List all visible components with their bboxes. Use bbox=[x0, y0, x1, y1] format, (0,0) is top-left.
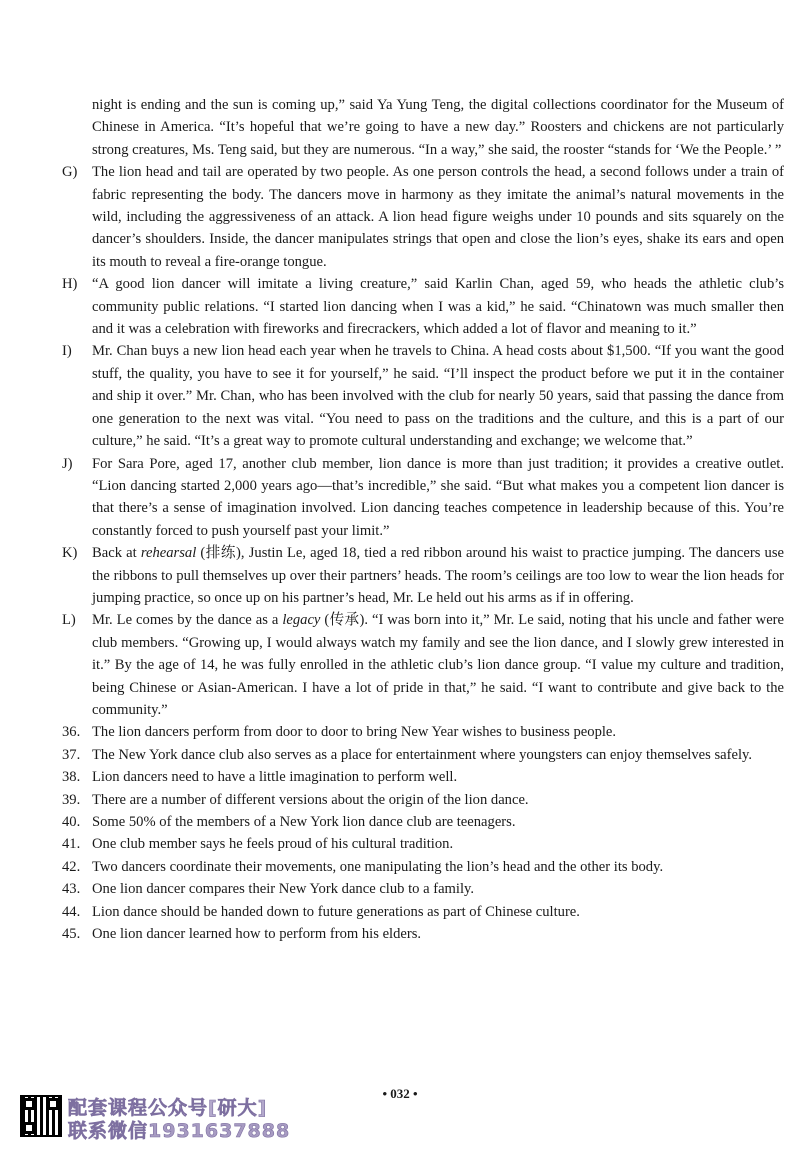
question-item bbox=[62, 789, 784, 811]
question-item bbox=[62, 923, 784, 945]
paragraph-g bbox=[62, 161, 784, 273]
paragraph-j bbox=[62, 453, 784, 543]
question-number: 45. bbox=[62, 926, 81, 943]
intro-paragraph bbox=[62, 94, 784, 161]
paragraph-label: G) bbox=[62, 164, 78, 181]
question-number: 38. bbox=[62, 769, 81, 786]
qr-code-icon bbox=[20, 1095, 62, 1137]
question-text: There are a number of different versions about the origin of the lion dance. bbox=[92, 791, 529, 808]
question-number: 40. bbox=[62, 814, 81, 830]
question-text: Some 50% of the members of a New York lion dance club are teenagers. bbox=[92, 814, 516, 830]
paragraph-text: For Sara Pore, aged 17, another club member, lion dance is more than just tradition; it provides a creative outlet. “Lion dancing started 2,000 years ago—that’s incredible,” she said. “But what makes you a competent lion dancer is that there’s a sense of imagination involved. Lion dancing teaches competence in leadership because of this. You’re constantly forced to push yourself past your limit.” bbox=[92, 455, 784, 539]
paragraph-label: L) bbox=[62, 612, 76, 629]
question-number: 37. bbox=[62, 746, 81, 763]
paragraph-text: Mr. Chan buys a new lion head each year when he travels to China. A head costs about $1,500. “If you want the good stuff, the quality, you have to see it for yourself,” he said. “I’ll inspect the product before we put it in the container and ship it over.” Mr. Chan, who has been involved with the club for nearly 50 years, said that passing the dance from one generation to the next was vital. “You need to pass on the traditions and the culture, and this is a part of our culture,” he said. “It’s a great way to promote cultural understanding and exchange; we welcome that.” bbox=[92, 343, 784, 450]
question-text: Lion dance should be handed down to future generations as part of Chinese culture. bbox=[92, 903, 580, 920]
question-item bbox=[62, 744, 784, 766]
paragraph-text: . “I was born into it,” Mr. Le said, noting that his uncle and father were club members. “Growing up, I would always watch my family and see the lion dance, and I slowly grew interested in it.” By the age of 14, he was fully enrolled in the athletic club’s lion dance group. “I value my culture and tradition, being Chinese or Asian-American. I have a lot of pride in that,” he said. “I want to contribute and give back to the community.” bbox=[92, 612, 785, 718]
paragraph-label: K) bbox=[62, 545, 78, 562]
vocab-term: legacy bbox=[282, 612, 321, 629]
question-text: Two dancers coordinate their movements, one manipulating the lion’s head and the other its body. bbox=[92, 858, 664, 875]
paragraph-text: The lion head and tail are operated by two people. As one person controls the head, a second follows under a train of fabric representing the body. The dancers move in harmony as they imitate the animal’s natural movements in the wild, including the aggressiveness of an attack. A lion head figure weighs under 10 pounds and sits squarely on the dancer’s shoulders. Inside, the dancer manipulates strings that open and close the lion’s eyes, shake its ears and open its mouth to reveal a fire-orange tongue. bbox=[92, 164, 784, 270]
watermark-line-1: 配套课程公众号[研大] bbox=[68, 1097, 268, 1119]
question-number: 44. bbox=[62, 903, 81, 920]
question-number: 36. bbox=[62, 724, 81, 741]
question-item bbox=[62, 811, 784, 833]
paragraph-i bbox=[62, 340, 784, 452]
question-text: The lion dancers perform from door to door to bring New Year wishes to business people. bbox=[92, 724, 617, 741]
vocab-term: rehearsal bbox=[140, 545, 197, 562]
question-item bbox=[62, 721, 784, 743]
page-number: • 032 • bbox=[382, 1086, 418, 1101]
question-number: 43. bbox=[62, 881, 81, 898]
vocab-gloss: (传承) bbox=[320, 612, 365, 629]
question-list bbox=[62, 721, 784, 945]
watermark-line-2: 联系微信1931637888 bbox=[68, 1120, 291, 1142]
paragraph-label: J) bbox=[62, 455, 73, 472]
question-number: 42. bbox=[62, 858, 81, 875]
question-item bbox=[62, 878, 784, 900]
question-item bbox=[62, 856, 784, 878]
question-text: One lion dancer compares their New York dance club to a family. bbox=[92, 881, 475, 898]
question-number: 41. bbox=[62, 836, 81, 853]
paragraph-l bbox=[62, 609, 784, 721]
paragraph-h bbox=[62, 273, 784, 340]
watermark bbox=[20, 1095, 320, 1142]
paragraph-text: , Justin Le, aged 18, tied a red ribbon around his waist to practice jumping. The dancers use the ribbons to pull themselves up over their partners’ heads. The room’s ceilings are too low to wear the lion heads for jumping practice, so once up on his partner’s head, Mr. Le held out his arms as if in offering. bbox=[92, 545, 784, 606]
question-item bbox=[62, 901, 784, 923]
question-number: 39. bbox=[62, 791, 81, 808]
paragraph-text: “A good lion dancer will imitate a living creature,” said Karlin Chan, aged 59, who heads the athletic club’s community public relations. “I started lion dancing when I was a kid,” he said. “Chinatown was much smaller then and it was a celebration with fireworks and firecrackers, which added a lot of flavor and meaning to it.” bbox=[92, 276, 784, 338]
paragraph-k bbox=[62, 542, 784, 609]
intro-text: night is ending and the sun is coming up,” said Ya Yung Teng, the digital collections coordinator for the Museum of Chinese in America. “It’s hopeful that we’re going to have a new day.” Roosters and chickens are not particularly strong creatures, Ms. Teng said, but they are numerous. “In a way,” she said, the rooster “stands for ‘We the People.’ ” bbox=[92, 97, 784, 158]
paragraph-label: H) bbox=[62, 276, 78, 293]
paragraph-pre: Mr. Le comes by the dance as a bbox=[92, 612, 283, 629]
question-text: Lion dancers need to have a little imagination to perform well. bbox=[92, 769, 458, 786]
passage-body bbox=[62, 94, 784, 945]
paragraph-label: I) bbox=[62, 343, 72, 360]
question-text: The New York dance club also serves as a place for entertainment where youngsters can enjoy themselves safely. bbox=[92, 746, 753, 763]
question-text: One club member says he feels proud of his cultural tradition. bbox=[92, 836, 454, 853]
vocab-gloss: (排练) bbox=[196, 545, 241, 562]
question-item bbox=[62, 766, 784, 788]
paragraph-pre: Back at bbox=[92, 545, 141, 562]
question-item bbox=[62, 833, 784, 855]
question-text: One lion dancer learned how to perform from his elders. bbox=[92, 926, 422, 943]
